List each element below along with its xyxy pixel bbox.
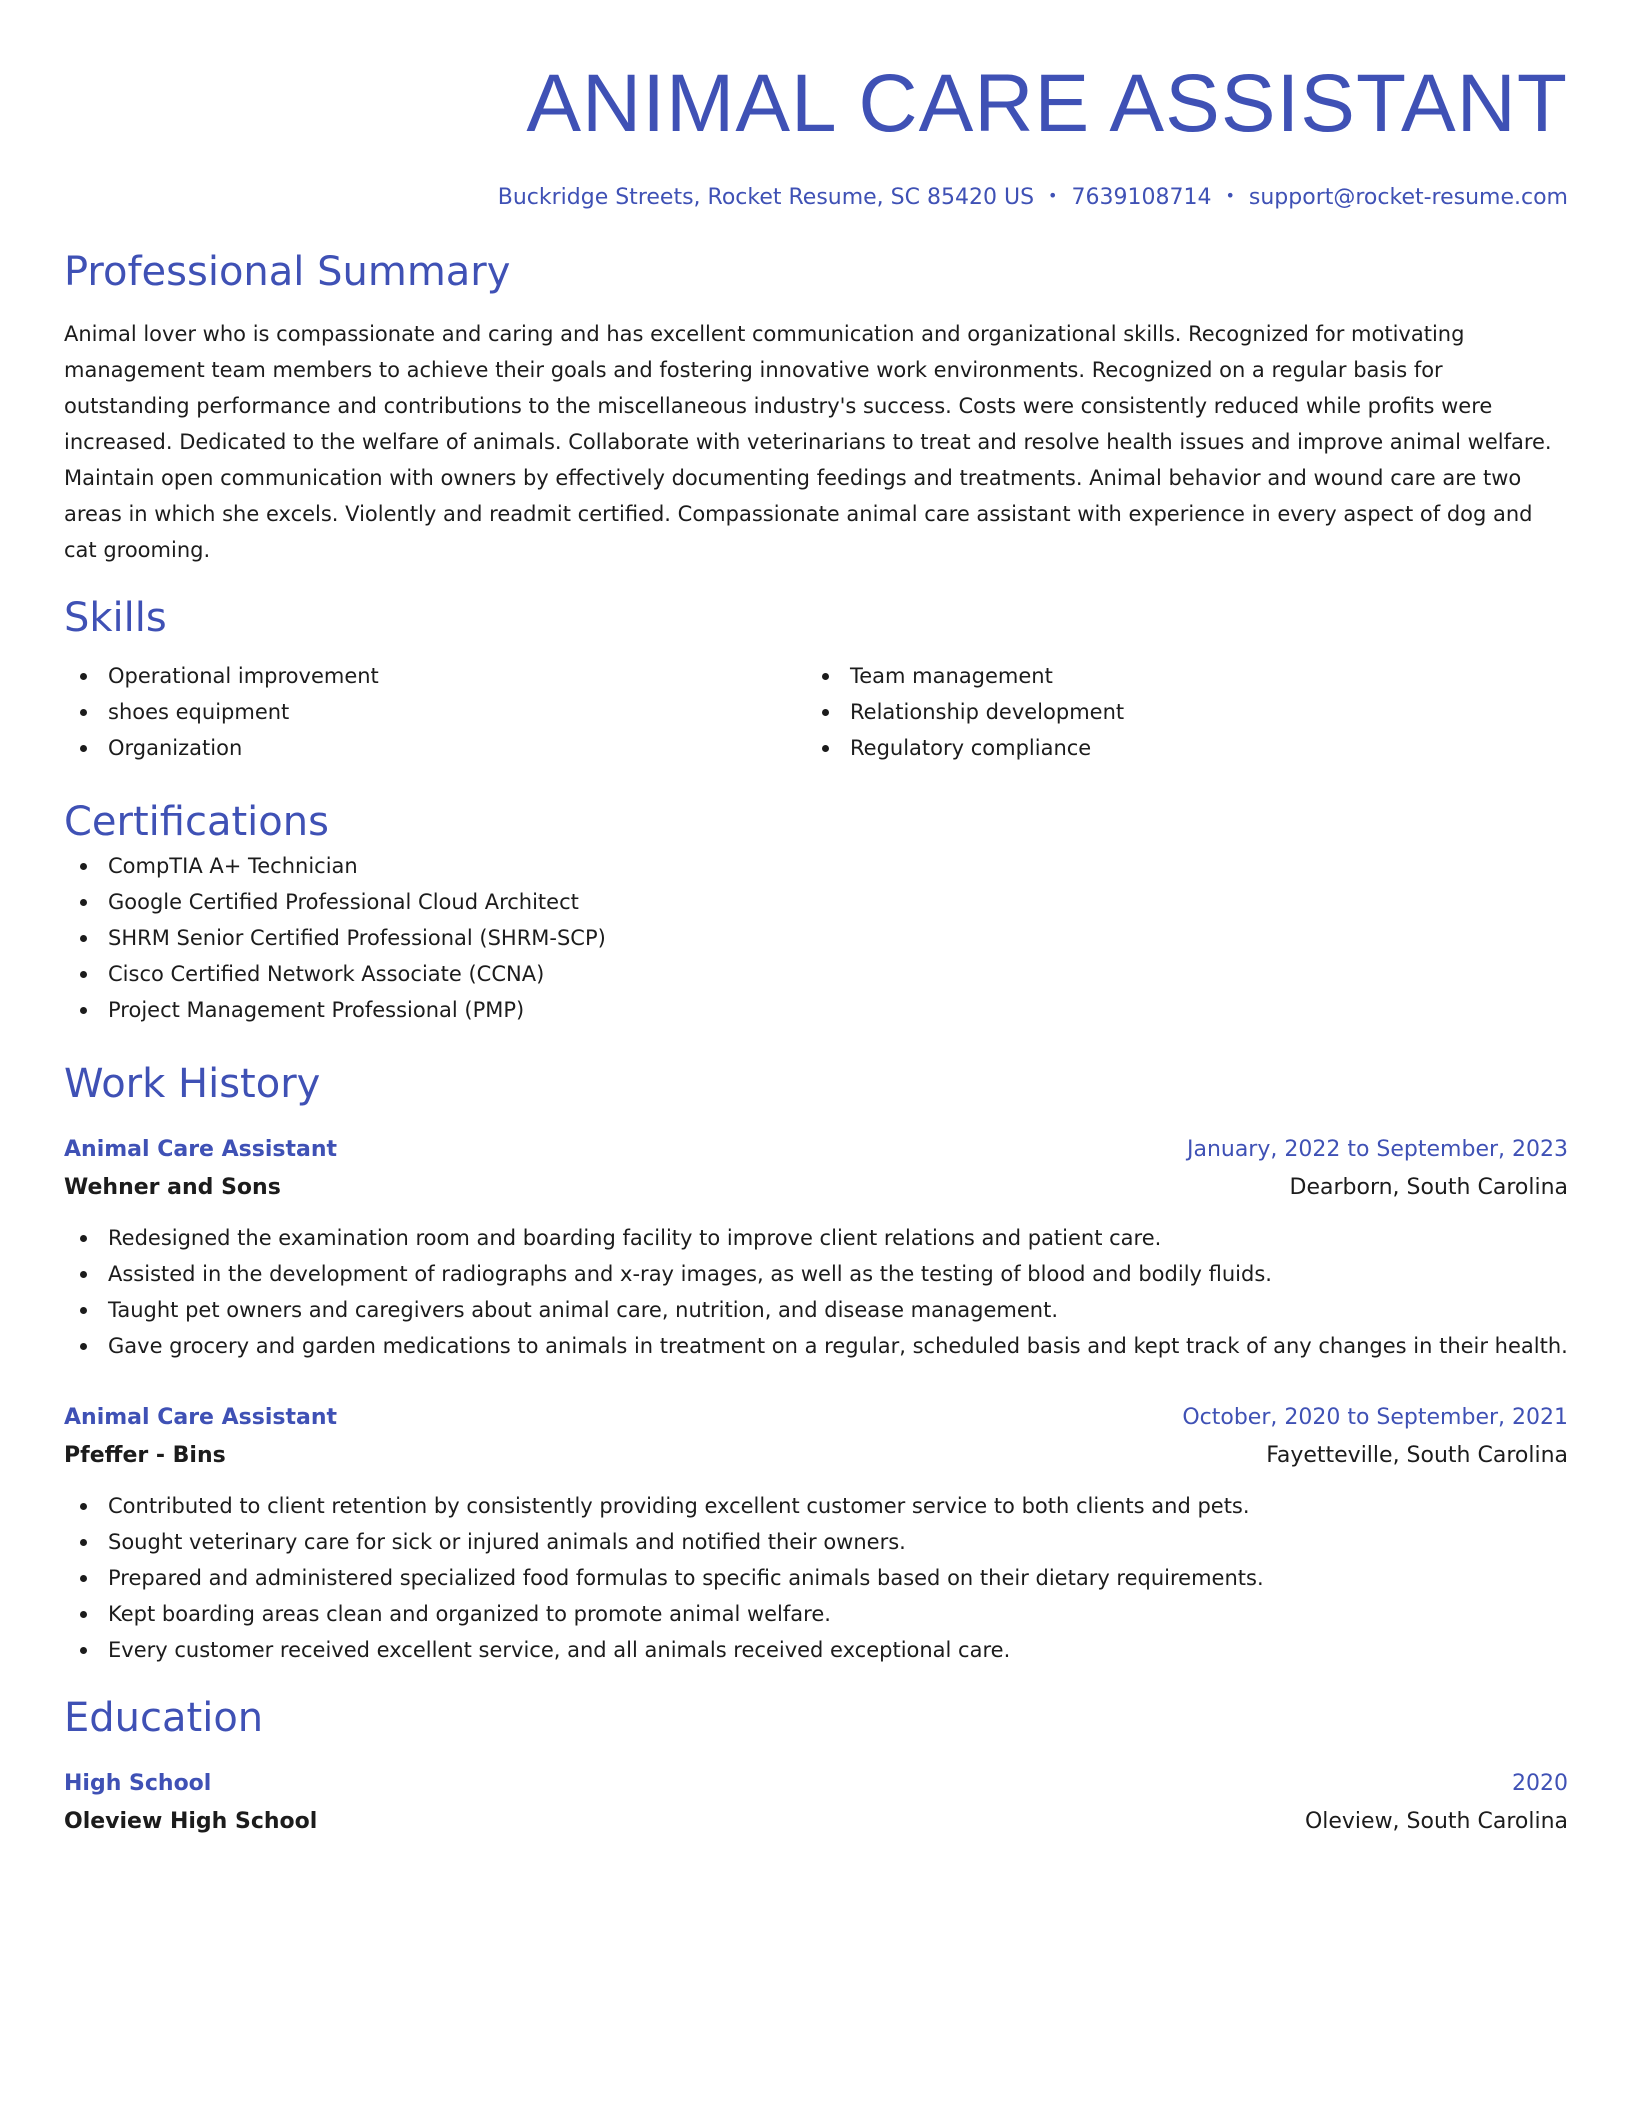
duty-item: Sought veterinary care for sick or injured animals and notified their owners. <box>64 1524 1568 1560</box>
bullet-icon <box>80 1271 87 1278</box>
job-title: Animal Care Assistant <box>64 1405 338 1430</box>
bullet-icon <box>80 1307 87 1314</box>
certification-item: Google Certified Professional Cloud Architect <box>64 884 1568 920</box>
duty-item: Kept boarding areas clean and organized to promote animal welfare. <box>64 1596 1568 1632</box>
skill-item: Regulatory compliance <box>806 730 1548 766</box>
certification-item: SHRM Senior Certified Professional (SHRM-SCP) <box>64 920 1568 956</box>
bullet-icon <box>80 673 87 680</box>
certifications-heading: Certifications <box>64 799 329 845</box>
job-duties-list <box>64 1220 1568 1364</box>
bullet-icon <box>80 1343 87 1350</box>
certification-item: Cisco Certified Network Associate (CCNA) <box>64 956 1568 992</box>
bullet-icon <box>80 899 87 906</box>
certifications-list <box>64 848 1568 1028</box>
duty-item: Prepared and administered specialized food formulas to specific animals based on their dietary requirements. <box>64 1560 1568 1596</box>
skill-item: shoes equipment <box>64 694 806 730</box>
job-entry <box>64 1132 1568 1364</box>
bullet-icon <box>80 709 87 716</box>
duty-item: Taught pet owners and caregivers about animal care, nutrition, and disease management. <box>64 1292 1568 1328</box>
duty-item: Every customer received excellent service, and all animals received exceptional care. <box>64 1632 1568 1668</box>
bullet-icon <box>80 745 87 752</box>
job-location: Dearborn, South Carolina <box>1289 1175 1568 1200</box>
email-link[interactable]: support@rocket-resume.com <box>1248 185 1568 210</box>
work-history-heading: Work History <box>64 1061 321 1107</box>
bullet-icon <box>80 1647 87 1654</box>
separator-dot: • <box>1225 186 1235 205</box>
candidate-name: ANIMAL CARE ASSISTANT <box>526 58 1568 149</box>
bullet-icon <box>80 971 87 978</box>
job-duties-list <box>64 1488 1568 1668</box>
resume-page <box>64 0 1568 1842</box>
education-heading: Education <box>64 1695 264 1741</box>
bullet-icon <box>80 863 87 870</box>
duty-item: Assisted in the development of radiographs and x-ray images, as well as the testing of blood and bodily fluids. <box>64 1256 1568 1292</box>
summary-heading: Professional Summary <box>64 249 511 295</box>
contact-line <box>64 182 1568 214</box>
bullet-icon <box>80 935 87 942</box>
job-location: Fayetteville, South Carolina <box>1266 1443 1568 1468</box>
certification-item: CompTIA A+ Technician <box>64 848 1568 884</box>
skill-item: Organization <box>64 730 806 766</box>
degree: High School <box>64 1771 212 1796</box>
bullet-icon <box>822 745 829 752</box>
bullet-icon <box>80 1007 87 1014</box>
skill-item: Relationship development <box>806 694 1548 730</box>
bullet-icon <box>80 1575 87 1582</box>
bullet-icon <box>80 1539 87 1546</box>
school-location: Oleview, South Carolina <box>1304 1809 1568 1834</box>
duty-item: Gave grocery and garden medications to animals in treatment on a regular, scheduled basis and kept track of any changes in their health. <box>64 1328 1568 1364</box>
address: Buckridge Streets, Rocket Resume, SC 85420 US <box>497 185 1035 210</box>
phone: 7639108714 <box>1071 185 1212 210</box>
skill-item: Team management <box>806 658 1548 694</box>
skills-column-left <box>64 658 806 766</box>
school-name: Oleview High School <box>64 1809 318 1834</box>
skills-column-right <box>806 658 1548 766</box>
duty-item: Redesigned the examination room and boarding facility to improve client relations and patient care. <box>64 1220 1568 1256</box>
skill-item: Operational improvement <box>64 658 806 694</box>
separator-dot: • <box>1048 186 1058 205</box>
bullet-icon <box>80 1611 87 1618</box>
bullet-icon <box>822 673 829 680</box>
company-name: Pfeffer - Bins <box>64 1443 226 1468</box>
job-title: Animal Care Assistant <box>64 1137 338 1162</box>
skills-heading: Skills <box>64 595 167 641</box>
company-name: Wehner and Sons <box>64 1175 281 1200</box>
certification-item: Project Management Professional (PMP) <box>64 992 1568 1028</box>
bullet-icon <box>80 1235 87 1242</box>
job-entry <box>64 1400 1568 1668</box>
bullet-icon <box>822 709 829 716</box>
job-dates: October, 2020 to September, 2021 <box>1182 1405 1568 1430</box>
job-dates: January, 2022 to September, 2023 <box>1186 1137 1568 1162</box>
duty-item: Contributed to client retention by consistently providing excellent customer service to both clients and pets. <box>64 1488 1568 1524</box>
skills-grid <box>64 658 1568 766</box>
summary-text: Animal lover who is compassionate and caring and has excellent communication and organizational skills. Recognized for motivating management team members to achieve their goals and fostering innovative work environments. Recognized on a regular basis for outstanding performance and contributions to the miscellaneous industry's success. Costs were consistently reduced while profits were increased. Dedicated to the welfare of animals. Collaborate with veterinarians to treat and resolve health issues and improve animal welfare. Maintain open communication with owners by effectively documenting feedings and treatments. Animal behavior and wound care are two areas in which she excels. Violently and readmit certified. Compassionate animal care assistant with experience in every aspect of dog and cat grooming. <box>64 322 1552 562</box>
bullet-icon <box>80 1503 87 1510</box>
graduation-year: 2020 <box>1512 1771 1568 1796</box>
education-entry <box>64 1766 1568 1842</box>
